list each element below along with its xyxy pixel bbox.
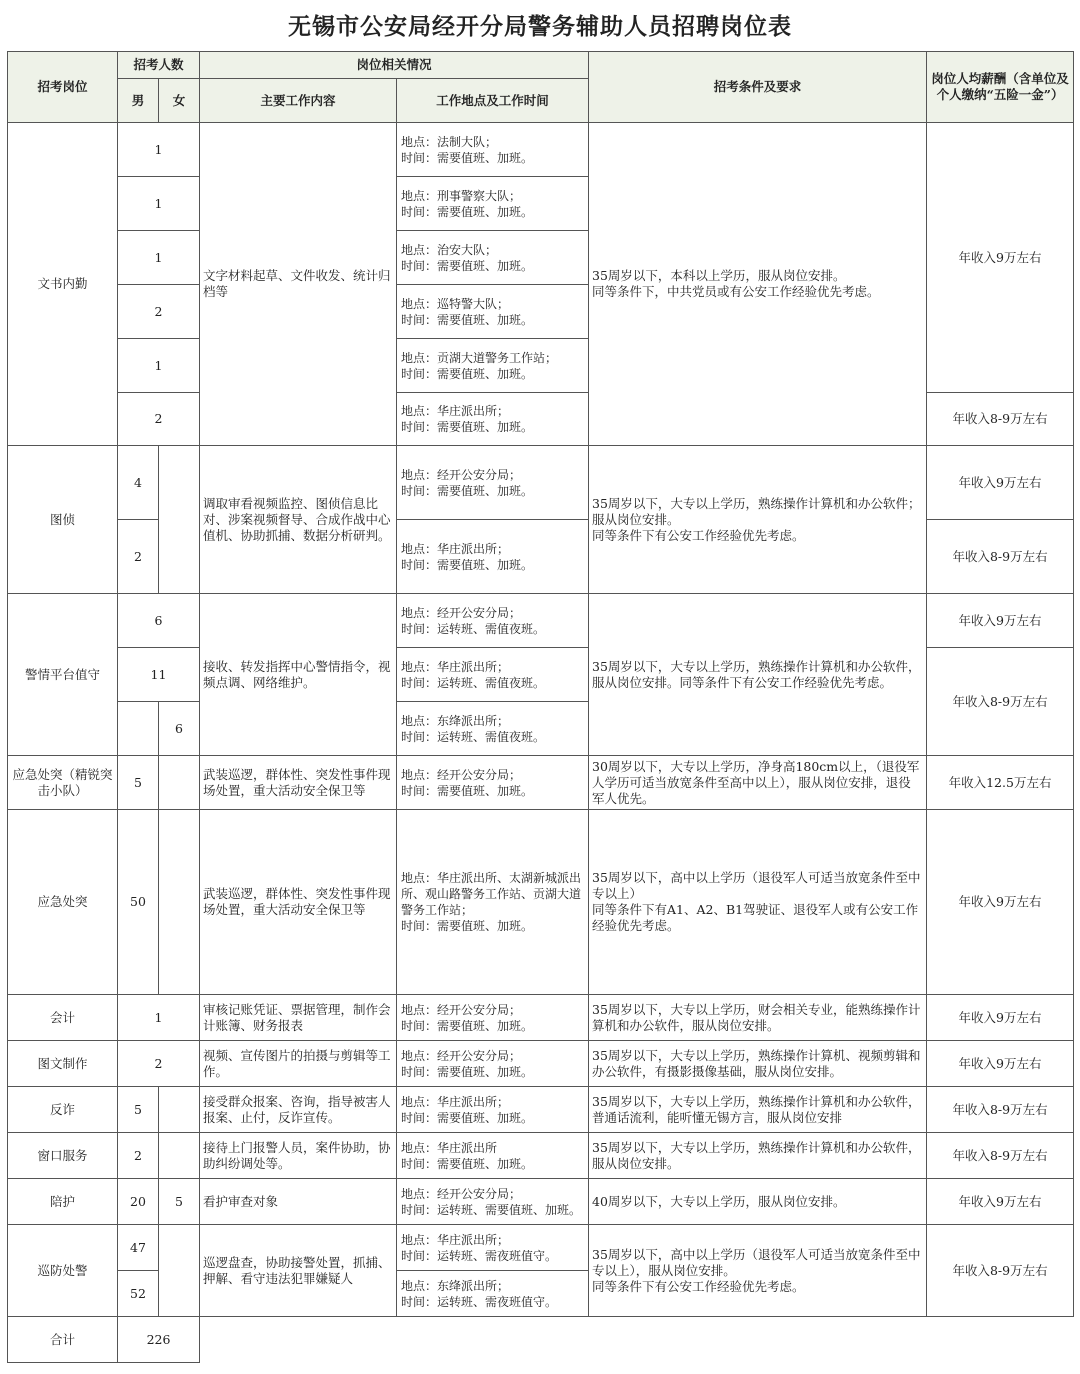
place-time <box>397 1179 589 1225</box>
page-title: 无锡市公安局经开分局警务辅助人员招聘岗位表 <box>288 13 792 40</box>
header-position: 招考岗位 <box>8 52 118 123</box>
work-content: 武装巡逻，群体性、突发性事件现场处置，重大活动安全保卫等 <box>200 756 397 810</box>
female-count <box>159 756 200 810</box>
work-content: 看护审查对象 <box>200 1179 397 1225</box>
header-male: 男 <box>118 79 159 123</box>
place-time-text: 地点：贡湖大道警务工作站； 时间：需要值班、加班。 <box>401 350 558 381</box>
place-time <box>397 594 589 648</box>
count-cell: 6 <box>118 594 200 648</box>
count-cell: 2 <box>118 285 200 339</box>
header-requirements: 招考条件及要求 <box>589 52 927 123</box>
place-time-text: 地点：华庄派出所、太湖新城派出所、观山路警务工作站、贡湖大道警务工作站； 时间：需要值班、加班。 <box>401 871 582 933</box>
male-count: 50 <box>118 810 159 995</box>
count-cell: 1 <box>118 339 200 393</box>
place-time <box>397 1133 589 1179</box>
salary: 年收入9万左右 <box>927 123 1074 393</box>
male-count: 2 <box>118 1133 159 1179</box>
header-work: 主要工作内容 <box>200 79 397 123</box>
salary: 年收入9万左右 <box>927 594 1074 648</box>
place-time-text: 地点：经开公安分局； 时间：需要值班、加班。 <box>401 1048 534 1079</box>
salary: 年收入8-9万左右 <box>927 520 1074 594</box>
male-count: 52 <box>118 1271 159 1317</box>
table-row <box>8 1041 1074 1087</box>
requirements: 35周岁以下，大专以上学历，财会相关专业，能熟练操作计算机和办公软件，服从岗位安排。 <box>589 995 927 1041</box>
work-content: 接受群众报案、咨询，指导被害人报案、止付，反诈宣传。 <box>200 1087 397 1133</box>
position-name: 图侦 <box>8 446 118 594</box>
count-cell: 1 <box>118 995 200 1041</box>
place-time <box>397 1271 589 1317</box>
male-count: 5 <box>118 1087 159 1133</box>
table-row <box>8 594 1074 648</box>
requirements-text: 35周岁以下，本科以上学历，服从岗位安排。 同等条件下，中共党员或有公安工作经验优先考虑。 <box>592 268 880 299</box>
total-value: 226 <box>118 1317 200 1363</box>
place-time <box>397 1225 589 1271</box>
table-row <box>8 1133 1074 1179</box>
place-time-text: 地点：刑事警察大队； 时间：需要值班、加班。 <box>401 188 534 219</box>
table-row <box>8 1179 1074 1225</box>
female-count <box>159 1133 200 1179</box>
position-name: 巡防处警 <box>8 1225 118 1317</box>
requirements: 40周岁以下，大专以上学历，服从岗位安排。 <box>589 1179 927 1225</box>
place-time-text: 地点：华庄派出所 时间：需要值班、加班。 <box>401 1140 534 1171</box>
female-count <box>159 1225 200 1317</box>
work-content: 巡逻盘查，协助接警处置，抓捕、押解、看守违法犯罪嫌疑人 <box>200 1225 397 1317</box>
work-content: 文字材料起草、文件收发、统计归档等 <box>200 123 397 446</box>
count-cell: 2 <box>118 1041 200 1087</box>
place-time <box>397 756 589 810</box>
position-name: 反诈 <box>8 1087 118 1133</box>
salary: 年收入9万左右 <box>927 446 1074 520</box>
position-name: 警情平台值守 <box>8 594 118 756</box>
recruitment-table <box>7 51 1074 1363</box>
position-name: 陪护 <box>8 1179 118 1225</box>
position-name: 窗口服务 <box>8 1133 118 1179</box>
requirements <box>589 810 927 995</box>
position-name: 应急处突 <box>8 810 118 995</box>
place-time-text: 地点：治安大队； 时间：需要值班、加班。 <box>401 242 534 273</box>
header-salary: 岗位人均薪酬（含单位及个人缴纳“五险一金”） <box>927 52 1074 123</box>
salary: 年收入8-9万左右 <box>927 1133 1074 1179</box>
male-count: 20 <box>118 1179 159 1225</box>
place-time-text: 地点：东绛派出所； 时间：运转班、需值夜班。 <box>401 713 546 744</box>
female-count <box>159 446 200 594</box>
salary: 年收入8-9万左右 <box>927 1087 1074 1133</box>
requirements: 30周岁以下，大专以上学历，净身高180cm以上，（退役军人学历可适当放宽条件至高中以上），服从岗位安排，退役军人优先。 <box>589 756 927 810</box>
requirements-text: 35周岁以下，高中以上学历（退役军人可适当放宽条件至中专以上），服从岗位安排。 同等条件下有公安工作经验优先考虑。 <box>592 1246 921 1294</box>
place-time <box>397 393 589 446</box>
female-count <box>159 810 200 995</box>
total-row <box>8 1317 1074 1363</box>
place-time-text: 地点：华庄派出所； 时间：运转班、需值夜班。 <box>401 659 546 690</box>
place-time-text: 地点：经开公安分局； 时间：需要值班、加班。 <box>401 467 534 498</box>
table-row <box>8 810 1074 995</box>
requirements: 35周岁以下，大专以上学历，熟练操作计算机、视频剪辑和办公软件，有摄影摄像基础，服从岗位安排。 <box>589 1041 927 1087</box>
requirements <box>589 446 927 594</box>
salary: 年收入9万左右 <box>927 1041 1074 1087</box>
female-count: 5 <box>159 1179 200 1225</box>
work-content: 接收、转发指挥中心警情指令，视频点调、网络维护。 <box>200 594 397 756</box>
salary: 年收入8-9万左右 <box>927 648 1074 756</box>
work-content: 调取审看视频监控、图侦信息比对、涉案视频督导、合成作战中心值机、协助抓捕、数据分析研判。 <box>200 446 397 594</box>
header-female: 女 <box>159 79 200 123</box>
place-time-text: 地点：巡特警大队； 时间：需要值班、加班。 <box>401 296 534 327</box>
salary: 年收入8-9万左右 <box>927 1225 1074 1317</box>
total-label: 合计 <box>8 1317 118 1363</box>
table-row <box>8 1087 1074 1133</box>
place-time <box>397 702 589 756</box>
count-cell: 1 <box>118 231 200 285</box>
work-content: 接待上门报警人员，案件协助，协助纠纷调处等。 <box>200 1133 397 1179</box>
table-row <box>8 123 1074 177</box>
male-count: 47 <box>118 1225 159 1271</box>
requirements: 35周岁以下，大专以上学历，熟练操作计算机和办公软件，服从岗位安排。 <box>589 1133 927 1179</box>
male-count: 5 <box>118 756 159 810</box>
header-count: 招考人数 <box>118 52 200 79</box>
place-time <box>397 339 589 393</box>
salary: 年收入9万左右 <box>927 1179 1074 1225</box>
place-time-text: 地点：法制大队； 时间：需要值班、加班。 <box>401 134 534 165</box>
place-time <box>397 810 589 995</box>
header-place-time: 工作地点及工作时间 <box>397 79 589 123</box>
count-cell: 1 <box>118 123 200 177</box>
requirements <box>589 1225 927 1317</box>
count-cell: 1 <box>118 177 200 231</box>
table-row <box>8 1225 1074 1271</box>
position-name: 文书内勤 <box>8 123 118 446</box>
place-time <box>397 1087 589 1133</box>
table-row <box>8 995 1074 1041</box>
male-count: 2 <box>118 520 159 594</box>
place-time-text: 地点：经开公安分局； 时间：需要值班、加班。 <box>401 1002 534 1033</box>
requirements-text: 35周岁以下，高中以上学历（退役军人可适当放宽条件至中专以上） 同等条件下有A1、A2、B1驾驶证、退役军人或有公安工作经验优先考虑。 <box>592 870 921 933</box>
place-time-text: 地点：华庄派出所； 时间：需要值班、加班。 <box>401 1094 534 1125</box>
position-name: 应急处突（精锐突击小队） <box>8 756 118 810</box>
male-count: 4 <box>118 446 159 520</box>
salary: 年收入8-9万左右 <box>927 393 1074 446</box>
salary: 年收入9万左右 <box>927 995 1074 1041</box>
place-time-text: 地点：经开公安分局； 时间：运转班、需要值班、加班。 <box>401 1186 582 1217</box>
salary: 年收入12.5万左右 <box>927 756 1074 810</box>
requirements-text: 35周岁以下，大专以上学历，熟练操作计算机和办公软件；服从岗位安排。 同等条件下有公安工作经验优先考虑。 <box>592 495 921 543</box>
requirements <box>589 123 927 446</box>
work-content: 视频、宣传图片的拍摄与剪辑等工作。 <box>200 1041 397 1087</box>
place-time <box>397 648 589 702</box>
header-job-info: 岗位相关情况 <box>200 52 589 79</box>
total-empty <box>200 1317 1074 1363</box>
position-name: 图文制作 <box>8 1041 118 1087</box>
place-time-text: 地点：华庄派出所； 时间：需要值班、加班。 <box>401 404 534 434</box>
place-time-text: 地点：华庄派出所； 时间：需要值班、加班。 <box>401 541 534 572</box>
position-name: 会计 <box>8 995 118 1041</box>
place-time <box>397 1041 589 1087</box>
place-time <box>397 231 589 285</box>
work-content: 武装巡逻，群体性、突发性事件现场处置，重大活动安全保卫等 <box>200 810 397 995</box>
requirements: 35周岁以下，大专以上学历，熟练操作计算机和办公软件，普通话流利，能听懂无锡方言，服从岗位安排 <box>589 1087 927 1133</box>
place-time <box>397 177 589 231</box>
female-count <box>159 1087 200 1133</box>
female-count: 6 <box>159 702 200 756</box>
work-content: 审核记账凭证、票据管理，制作会计账簿、财务报表 <box>200 995 397 1041</box>
place-time <box>397 123 589 177</box>
count-cell: 11 <box>118 648 200 702</box>
place-time <box>397 995 589 1041</box>
requirements: 35周岁以下，大专以上学历，熟练操作计算机和办公软件，服从岗位安排。同等条件下有公安工作经验优先考虑。 <box>589 594 927 756</box>
place-time <box>397 520 589 594</box>
place-time <box>397 446 589 520</box>
salary: 年收入9万左右 <box>927 810 1074 995</box>
table-row <box>8 756 1074 810</box>
place-time <box>397 285 589 339</box>
male-count <box>118 702 159 756</box>
place-time-text: 地点：华庄派出所； 时间：运转班、需夜班值守。 <box>401 1232 558 1263</box>
place-time-text: 地点：经开公安分局； 时间：运转班、需值夜班。 <box>401 605 546 636</box>
count-cell: 2 <box>118 393 200 446</box>
table-row <box>8 446 1074 520</box>
place-time-text: 地点：经开公安分局； 时间：需要值班、加班。 <box>401 767 534 798</box>
place-time-text: 地点：东绛派出所； 时间：运转班、需夜班值守。 <box>401 1278 558 1309</box>
